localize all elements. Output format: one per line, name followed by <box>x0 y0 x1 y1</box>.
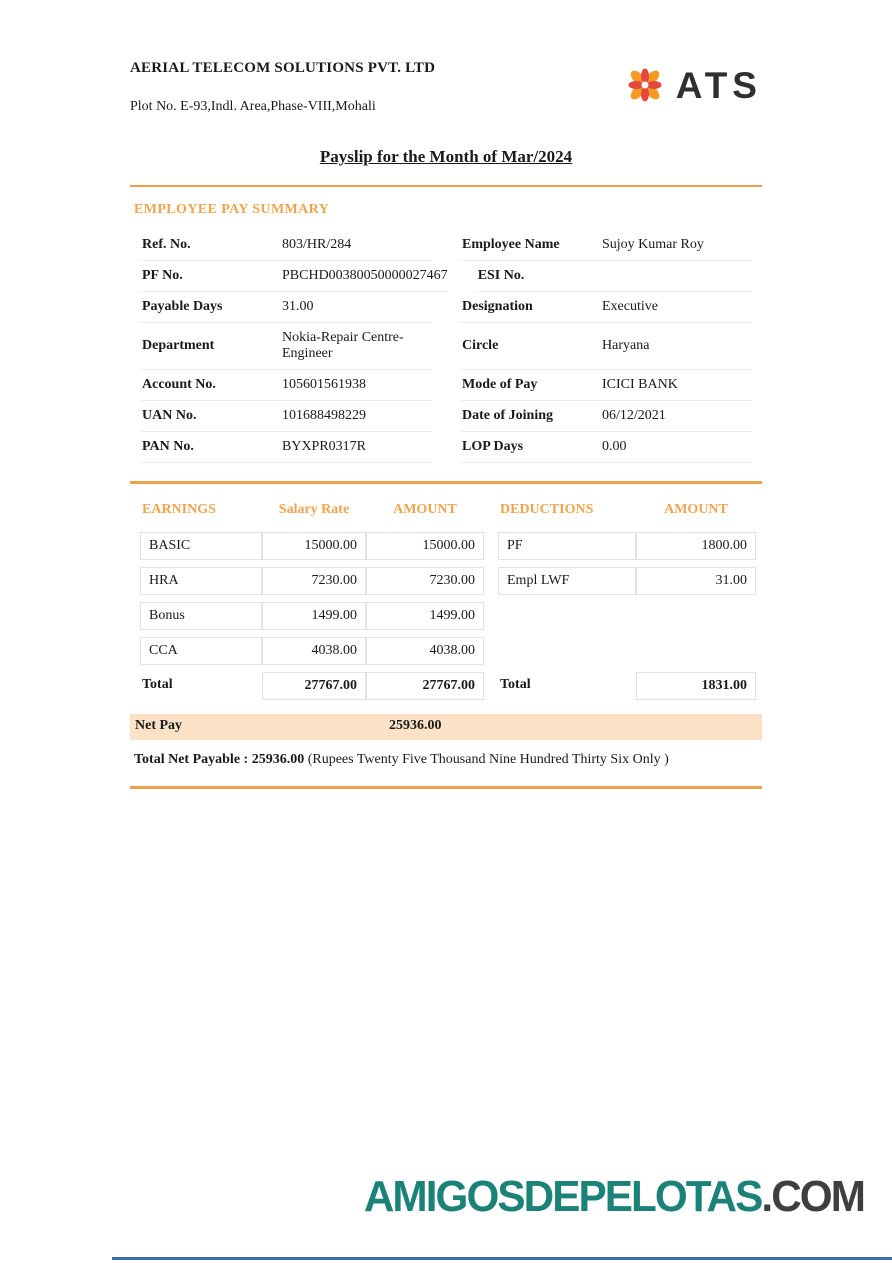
field-value: 06/12/2021 <box>602 408 666 423</box>
company-logo <box>622 62 762 108</box>
field-value: BYXPR0317R <box>282 439 367 454</box>
summary-row <box>140 432 752 463</box>
net-pay-label: Net Pay <box>135 718 183 733</box>
summary-row <box>140 323 752 370</box>
field-value: ICICI BANK <box>602 377 678 392</box>
payslip-content <box>130 0 762 789</box>
pay-table-row <box>140 602 752 630</box>
earning-name: HRA <box>140 567 262 595</box>
logo-text: ATS <box>675 64 762 106</box>
pay-table-total-row <box>140 672 752 700</box>
field-label: PAN No. <box>142 439 194 454</box>
salary-rate-header: Salary Rate <box>278 502 350 517</box>
total-net-payable <box>130 752 762 768</box>
pay-table-row <box>140 532 752 560</box>
summary-row <box>140 401 752 432</box>
deduction-amount: 31.00 <box>636 567 756 595</box>
earning-name: BASIC <box>140 532 262 560</box>
field-value: Sujoy Kumar Roy <box>602 237 704 252</box>
field-label: Account No. <box>142 377 216 392</box>
field-value: Executive <box>602 299 658 314</box>
deduction-name: Empl LWF <box>498 567 636 595</box>
summary-row <box>140 230 752 261</box>
deduction-amount-header: AMOUNT <box>664 502 728 517</box>
deduction-amount: 1800.00 <box>636 532 756 560</box>
deductions-total-amount: 1831.00 <box>636 672 756 700</box>
divider-bottom <box>130 786 762 789</box>
company-address: Plot No. E-93,Indl. Area,Phase-VIII,Mohali <box>130 99 376 114</box>
net-pay-bar <box>130 714 762 740</box>
earnings-total-rate: 27767.00 <box>262 672 366 700</box>
earning-rate: 15000.00 <box>262 532 366 560</box>
pay-table-header <box>140 498 752 522</box>
earnings-header: EARNINGS <box>142 502 216 517</box>
total-net-payable-amount: Total Net Payable : 25936.00 <box>134 752 305 767</box>
earning-amount: 15000.00 <box>366 532 484 560</box>
summary-row <box>140 370 752 401</box>
header <box>130 0 762 115</box>
field-label: Payable Days <box>142 299 223 314</box>
field-value: 105601561938 <box>282 377 366 392</box>
pay-table-row <box>140 637 752 665</box>
watermark-main: AMIGOSDEPELOTAS <box>363 1172 762 1221</box>
divider-middle <box>130 481 762 484</box>
earnings-total-amount: 27767.00 <box>366 672 484 700</box>
amount-header: AMOUNT <box>393 502 457 517</box>
earning-name: CCA <box>140 637 262 665</box>
earning-amount: 1499.00 <box>366 602 484 630</box>
field-label: ESI No. <box>477 268 525 283</box>
deductions-header: DEDUCTIONS <box>500 502 594 517</box>
summary-row <box>140 292 752 323</box>
earning-rate: 1499.00 <box>262 602 366 630</box>
field-label: LOP Days <box>462 439 524 454</box>
employee-pay-summary-heading: EMPLOYEE PAY SUMMARY <box>134 202 330 217</box>
field-label: PF No. <box>142 268 183 283</box>
earning-rate: 7230.00 <box>262 567 366 595</box>
field-value: 0.00 <box>602 439 627 454</box>
field-label: Department <box>142 338 215 353</box>
divider-top <box>130 185 762 187</box>
company-block <box>130 60 435 115</box>
earning-amount: 4038.00 <box>366 637 484 665</box>
employee-summary-table <box>130 230 762 463</box>
field-label: Designation <box>462 299 533 314</box>
net-pay-value: 25936.00 <box>389 718 442 733</box>
field-value: 101688498229 <box>282 408 366 423</box>
total-net-payable-words: (Rupees Twenty Five Thousand Nine Hundred Thirty Six Only ) <box>304 752 669 767</box>
earning-amount: 7230.00 <box>366 567 484 595</box>
earning-rate: 4038.00 <box>262 637 366 665</box>
earnings-total-label: Total <box>142 677 173 692</box>
field-label: Employee Name <box>462 237 560 252</box>
field-label: Date of Joining <box>462 408 553 423</box>
bottom-border-line <box>112 1257 892 1260</box>
field-label: UAN No. <box>142 408 197 423</box>
earnings-deductions-table <box>130 498 762 700</box>
summary-row <box>140 261 752 292</box>
ats-flower-icon <box>622 62 668 108</box>
deduction-name: PF <box>498 532 636 560</box>
field-value: Haryana <box>602 338 650 353</box>
company-name: AERIAL TELECOM SOLUTIONS PVT. LTD <box>130 60 436 76</box>
field-label: Mode of Pay <box>462 377 538 392</box>
deductions-total-label: Total <box>500 677 531 692</box>
watermark-suffix: .COM <box>761 1172 864 1221</box>
field-label: Circle <box>462 338 499 353</box>
field-label: Ref. No. <box>142 237 191 252</box>
field-value: 803/HR/284 <box>282 237 352 252</box>
payslip-title: Payslip for the Month of Mar/2024 <box>319 147 573 166</box>
field-value: 31.00 <box>282 299 314 314</box>
watermark <box>364 1172 864 1222</box>
earning-name: Bonus <box>140 602 262 630</box>
field-value: PBCHD00380050000027467 <box>282 268 448 283</box>
pay-table-row <box>140 567 752 595</box>
field-value: Nokia-Repair Centre-Engineer <box>282 330 404 361</box>
